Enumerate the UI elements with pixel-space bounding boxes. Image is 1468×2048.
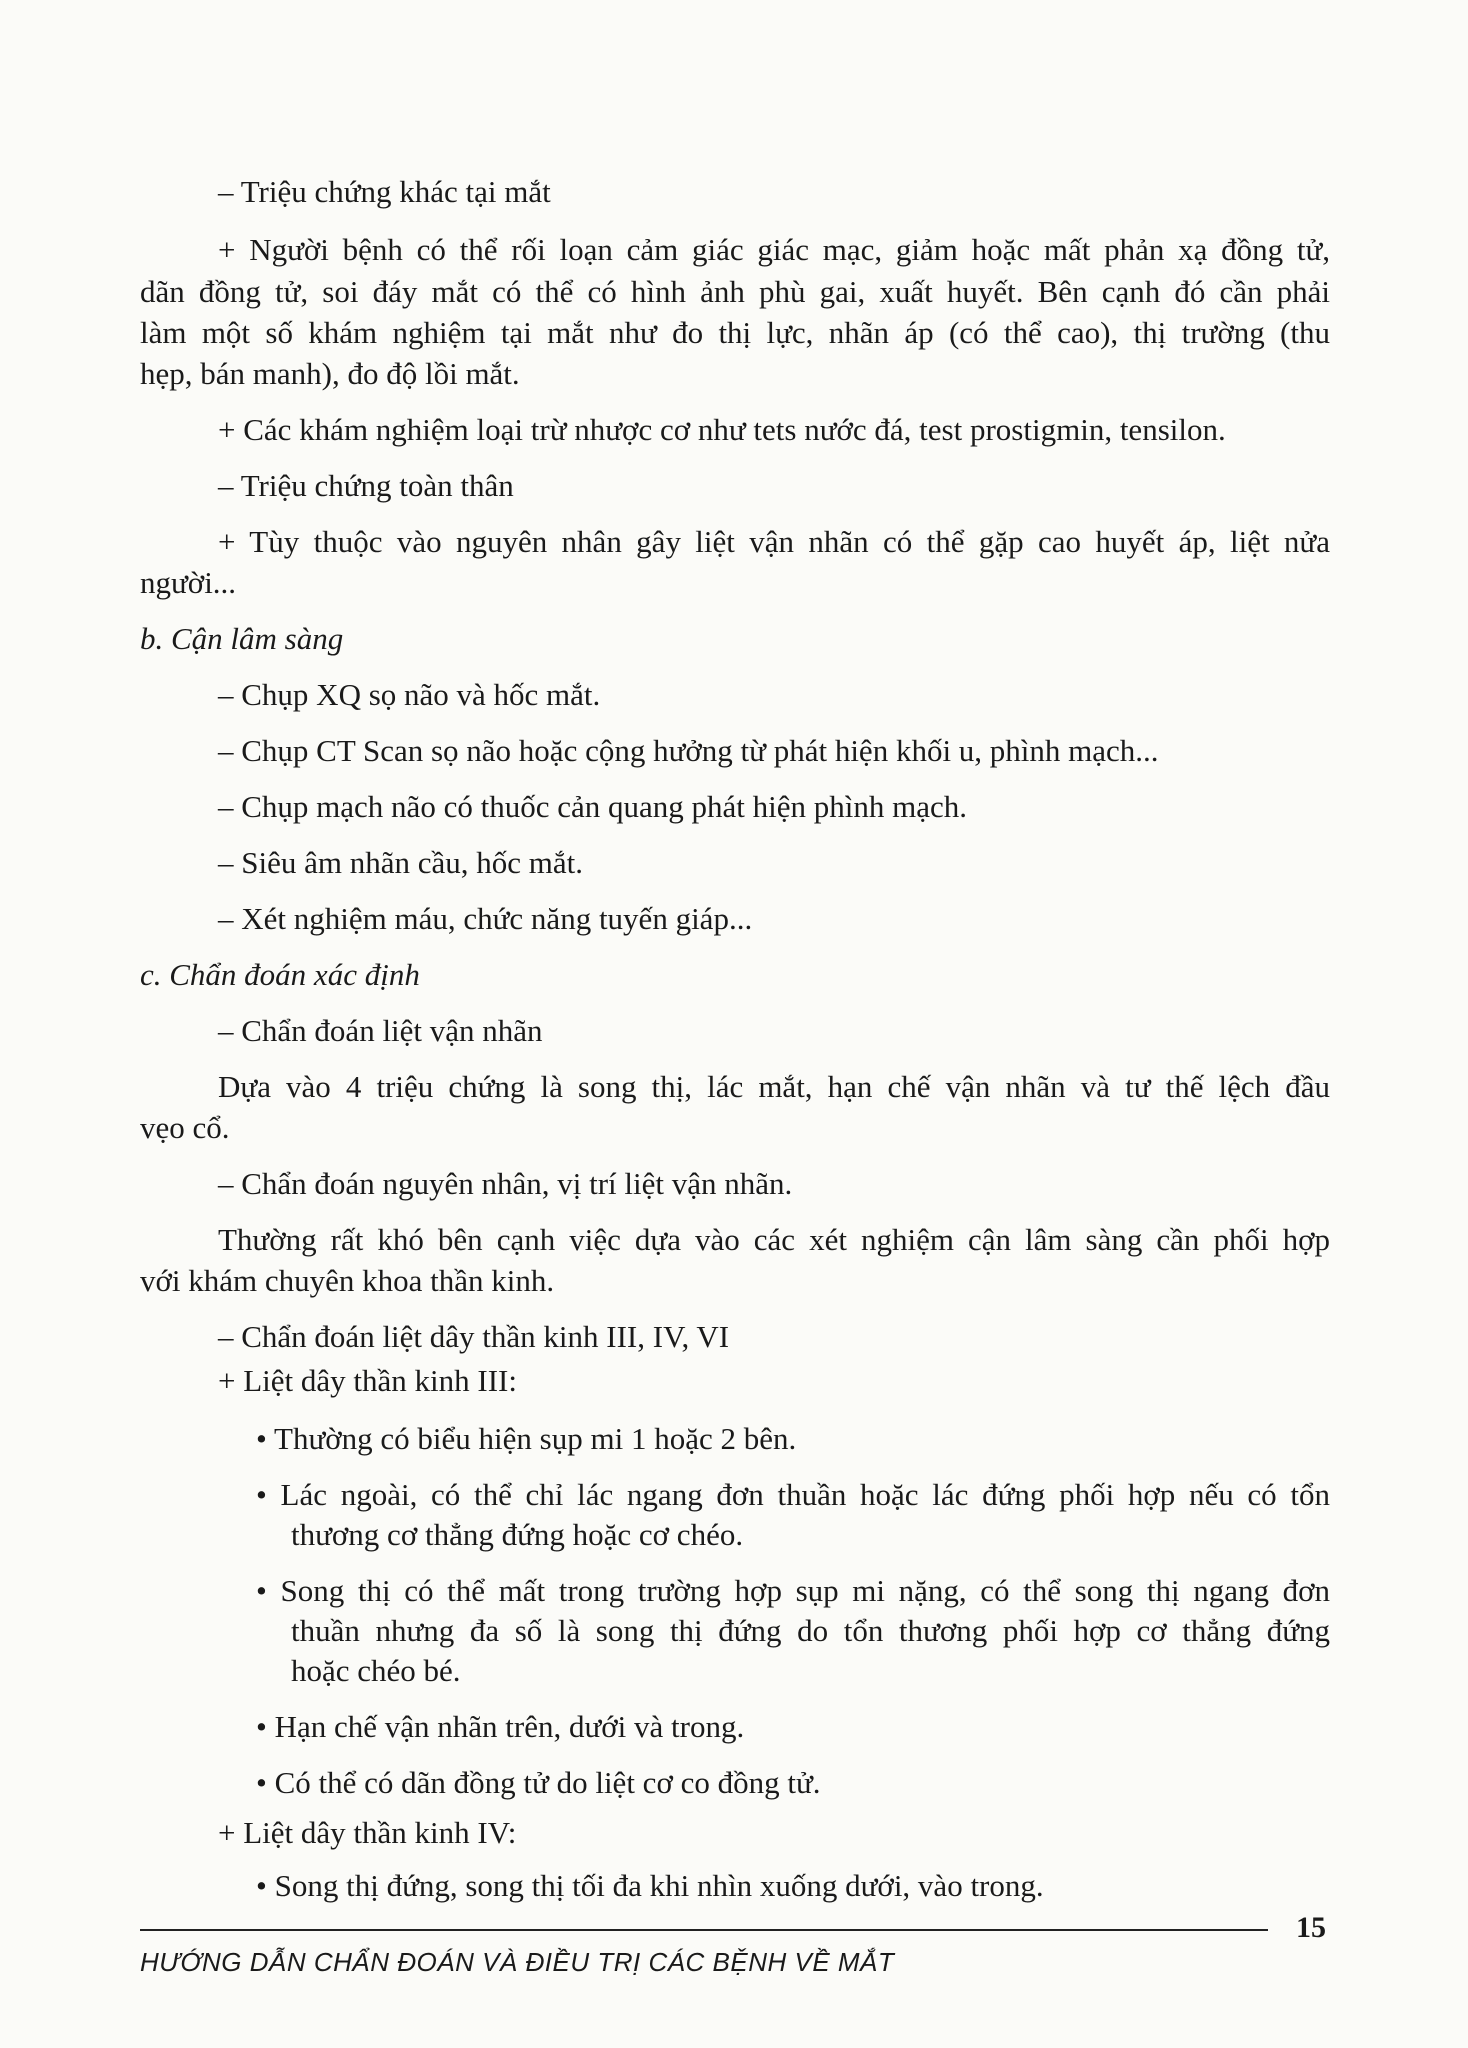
text-line: + Liệt dây thần kinh IV: — [218, 1815, 517, 1850]
section-heading: b. Cận lâm sàng — [140, 621, 344, 656]
text-line: + Các khám nghiệm loại trừ nhược cơ như tets nước đá, test prostigmin, tensilon. — [218, 412, 1226, 447]
text-line: thuần nhưng đa số là song thị đứng do tổn thương phối hợp cơ thẳng đứng — [291, 1613, 1330, 1648]
bullet-item: • Hạn chế vận nhãn trên, dưới và trong. — [256, 1709, 745, 1744]
text-line: với khám chuyên khoa thần kinh. — [140, 1263, 555, 1298]
section-heading: c. Chẩn đoán xác định — [140, 957, 420, 992]
text-line: hoặc chéo bé. — [291, 1653, 461, 1688]
bullet-item: • Lác ngoài, có thể chỉ lác ngang đơn thuần hoặc lác đứng phối hợp nếu có tổn — [256, 1477, 1330, 1512]
bullet-item: • Thường có biểu hiện sụp mi 1 hoặc 2 bên. — [256, 1421, 797, 1456]
text-line: – Chẩn đoán liệt vận nhãn — [218, 1013, 543, 1048]
text-line: thương cơ thẳng đứng hoặc cơ chéo. — [291, 1517, 744, 1552]
text-line: – Siêu âm nhãn cầu, hốc mắt. — [218, 845, 584, 880]
text-line: + Người bệnh có thể rối loạn cảm giác giác mạc, giảm hoặc mất phản xạ đồng tử, — [218, 232, 1330, 267]
text-line: + Tùy thuộc vào nguyên nhân gây liệt vận nhãn có thể gặp cao huyết áp, liệt nửa — [218, 524, 1330, 559]
text-line: – Triệu chứng khác tại mắt — [218, 174, 551, 209]
text-line: – Triệu chứng toàn thân — [218, 468, 514, 503]
text-line: – Chẩn đoán liệt dây thần kinh III, IV, VI — [218, 1319, 730, 1354]
text-line: làm một số khám nghiệm tại mắt như đo thị lực, nhãn áp (có thể cao), thị trường (thu — [140, 315, 1330, 350]
text-line: – Xét nghiệm máu, chức năng tuyến giáp... — [218, 901, 753, 936]
text-line: – Chụp CT Scan sọ não hoặc cộng hưởng từ phát hiện khối u, phình mạch... — [218, 733, 1159, 768]
text-line: – Chụp mạch não có thuốc cản quang phát hiện phình mạch. — [218, 789, 967, 824]
bullet-item: • Có thể có dãn đồng tử do liệt cơ co đồng tử. — [256, 1765, 821, 1800]
text-line: – Chẩn đoán nguyên nhân, vị trí liệt vận nhãn. — [218, 1166, 793, 1201]
running-footer-title: HƯỚNG DẪN CHẨN ĐOÁN VÀ ĐIỀU TRỊ CÁC BỆNH VỀ MẮT — [140, 1947, 895, 1977]
text-line: người... — [140, 565, 237, 600]
text-line: dãn đồng tử, soi đáy mắt có thể có hình ảnh phù gai, xuất huyết. Bên cạnh đó cần phải — [140, 274, 1330, 309]
page-number: 15 — [1296, 1911, 1326, 1944]
text-line: vẹo cổ. — [140, 1110, 230, 1145]
bullet-item: • Song thị có thể mất trong trường hợp sụp mi nặng, có thể song thị ngang đơn — [256, 1573, 1330, 1608]
text-line: Thường rất khó bên cạnh việc dựa vào các xét nghiệm cận lâm sàng cần phối hợp — [218, 1222, 1330, 1257]
footer-divider — [140, 1929, 1268, 1931]
text-line: hẹp, bán manh), đo độ lồi mắt. — [140, 356, 520, 391]
text-line: + Liệt dây thần kinh III: — [218, 1363, 517, 1398]
bullet-item: • Song thị đứng, song thị tối đa khi nhìn xuống dưới, vào trong. — [256, 1868, 1044, 1903]
text-line: Dựa vào 4 triệu chứng là song thị, lác mắt, hạn chế vận nhãn và tư thế lệch đầu — [218, 1069, 1330, 1104]
text-line: – Chụp XQ sọ não và hốc mắt. — [218, 677, 601, 712]
